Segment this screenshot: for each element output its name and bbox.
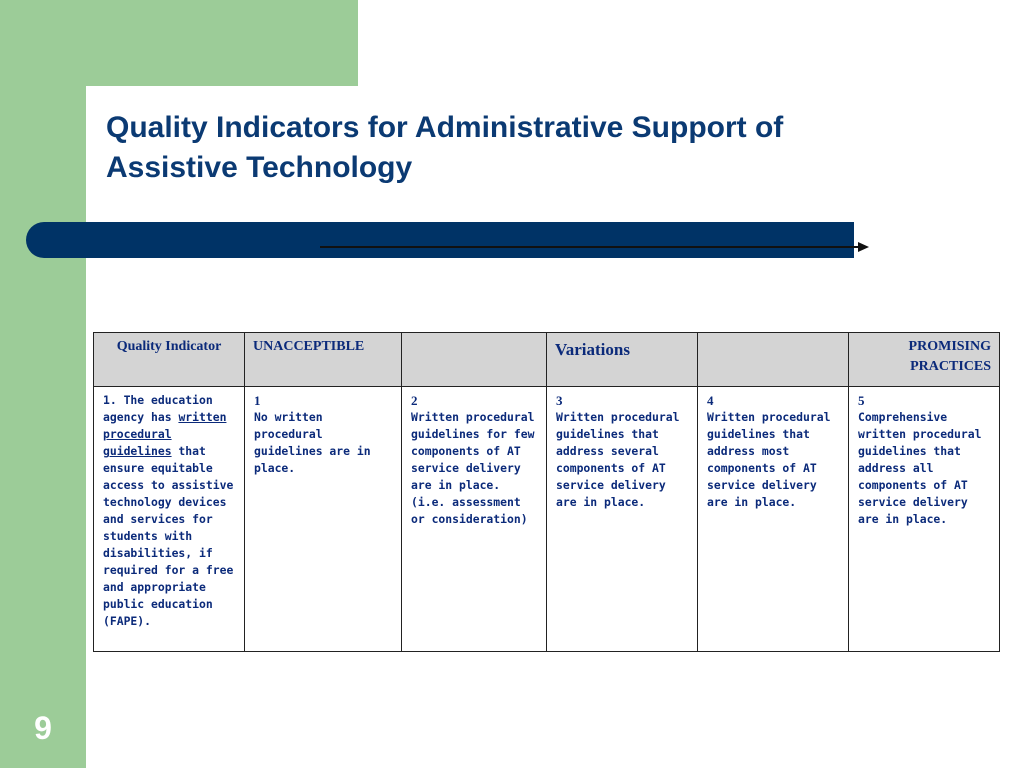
level-text: Written procedural guidelines for few components of AT service delivery are in place. (i.e. assessment or consideration) bbox=[411, 410, 535, 526]
slide-title bbox=[106, 108, 926, 188]
header-variations: Variations bbox=[547, 333, 698, 387]
arrow-line bbox=[320, 246, 860, 248]
quality-indicator-table bbox=[93, 332, 1000, 652]
slide-title-line2: Assistive Technology bbox=[106, 151, 413, 184]
indicator-text-suffix: that ensure equitable access to assistive technology devices and services for students with disabilities, if required for a free and appropriate public education (FAPE). bbox=[103, 444, 234, 628]
level-number: 2 bbox=[411, 393, 418, 408]
header-quality-indicator: Quality Indicator bbox=[94, 333, 245, 387]
indicator-underlined-term: written procedural guidelines bbox=[103, 410, 227, 458]
header-promising-practices: PROMISING PRACTICES bbox=[849, 333, 1000, 387]
level-1-cell bbox=[245, 387, 402, 652]
header-blank-2 bbox=[698, 333, 849, 387]
level-number: 4 bbox=[707, 393, 714, 408]
table-row bbox=[94, 387, 1000, 652]
decor-green-sidebar bbox=[0, 0, 86, 768]
header-blank-1 bbox=[402, 333, 547, 387]
page-number: 9 bbox=[34, 710, 52, 746]
level-number: 5 bbox=[858, 393, 865, 408]
level-4-cell bbox=[698, 387, 849, 652]
level-number: 1 bbox=[254, 393, 261, 408]
slide-title-line1: Quality Indicators for Administrative Support of bbox=[106, 111, 784, 144]
title-divider-bar bbox=[26, 222, 854, 258]
level-text: Written procedural guidelines that address most components of AT service delivery are in place. bbox=[707, 410, 831, 509]
indicator-text-prefix: 1. The education agency has bbox=[103, 393, 213, 424]
level-text: Comprehensive written procedural guidelines that address all components of AT service delivery are in place. bbox=[858, 410, 982, 526]
level-text: No written procedural guidelines are in place. bbox=[254, 410, 371, 475]
level-number: 3 bbox=[556, 393, 563, 408]
arrow-head-icon bbox=[858, 242, 869, 252]
table-header-row bbox=[94, 333, 1000, 387]
level-3-cell bbox=[547, 387, 698, 652]
level-5-cell bbox=[849, 387, 1000, 652]
level-2-cell bbox=[402, 387, 547, 652]
header-unacceptible: UNACCEPTIBLE bbox=[245, 333, 402, 387]
level-text: Written procedural guidelines that address several components of AT service delivery are in place. bbox=[556, 410, 680, 509]
indicator-cell bbox=[94, 387, 245, 652]
